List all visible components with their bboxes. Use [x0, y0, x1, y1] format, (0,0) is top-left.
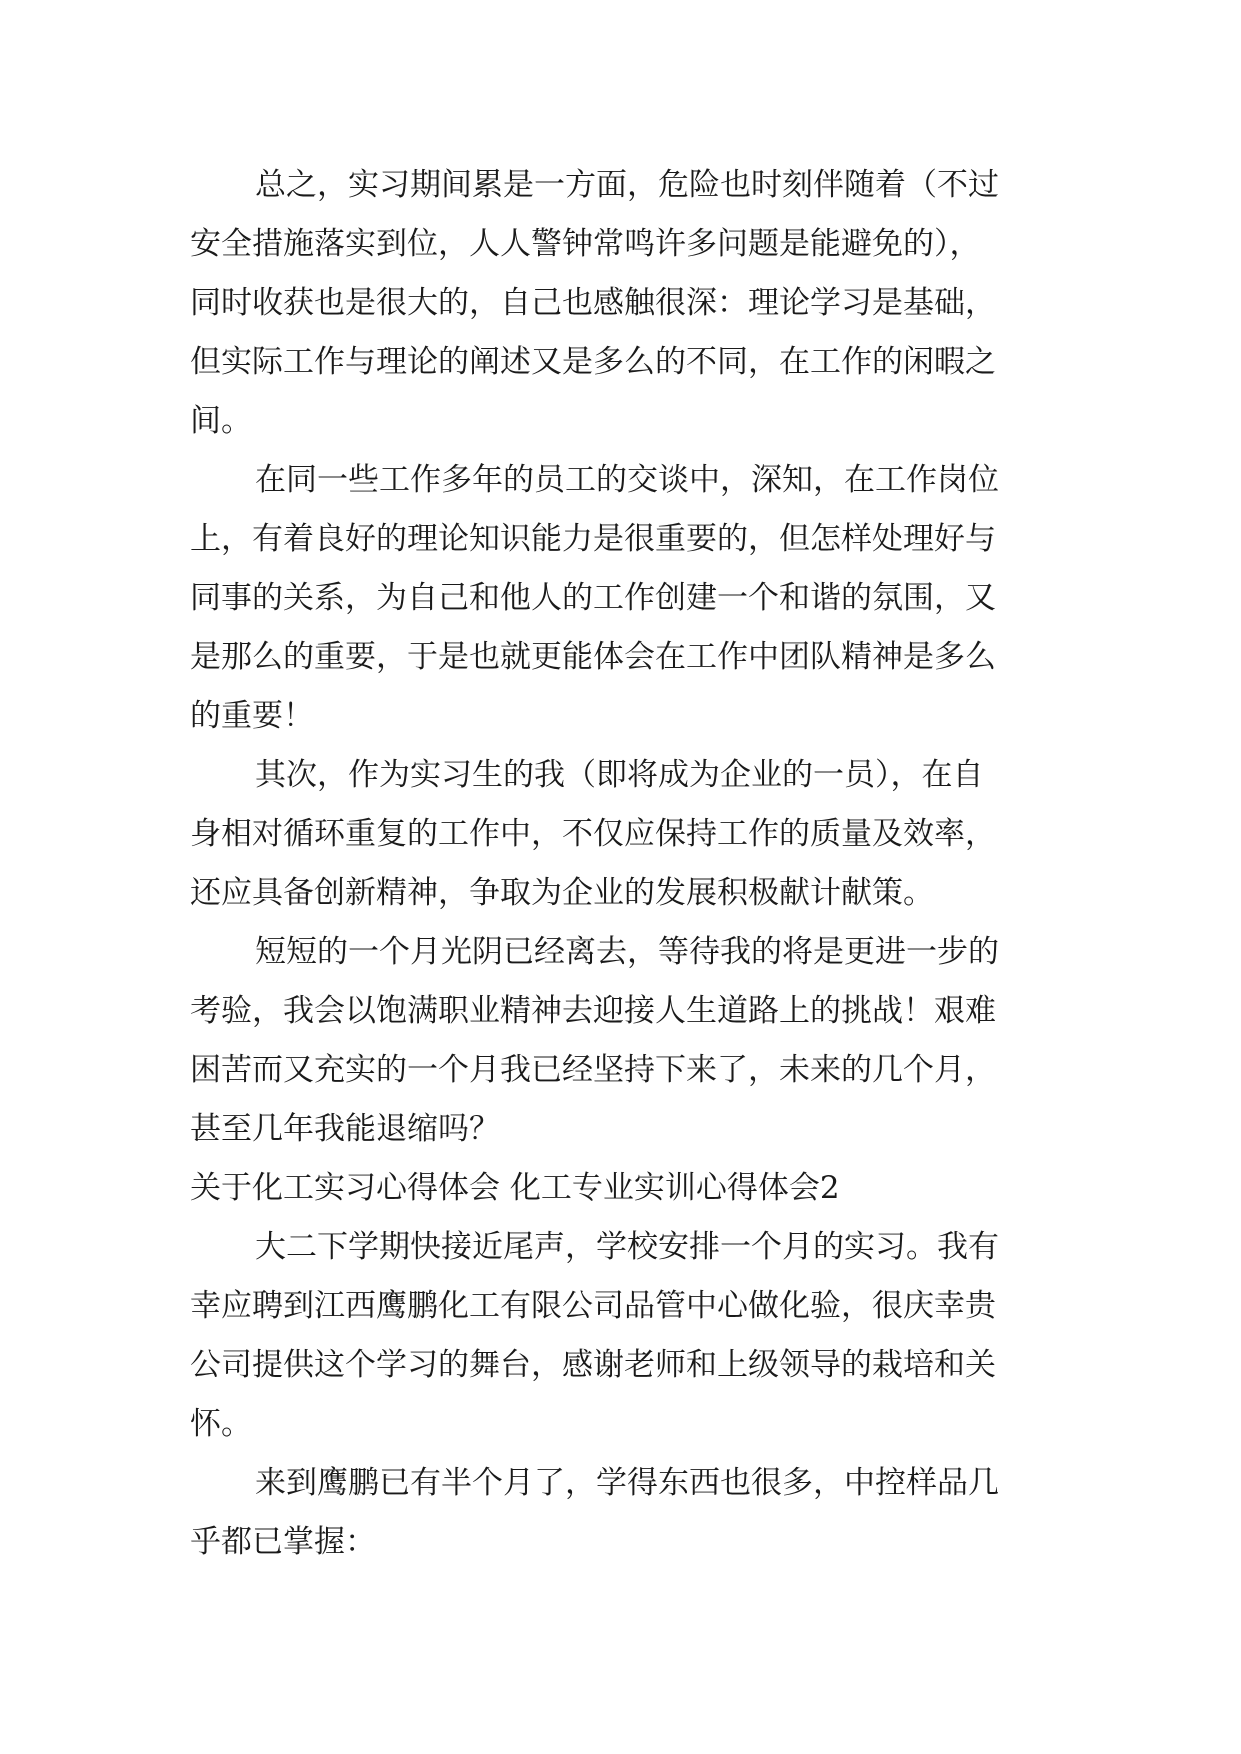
text-line: 安全措施落实到位，人人警钟常鸣许多问题是能避免的），	[190, 226, 981, 262]
text-line: 其次，作为实习生的我（即将成为企业的一员），在自	[255, 757, 984, 793]
text-line: 是那么的重要，于是也就更能体会在工作中团队精神是多么	[190, 639, 996, 675]
text-line: 同时收获也是很大的，自己也感触很深：理论学习是基础，	[190, 285, 996, 321]
text-line: 但实际工作与理论的阐述又是多么的不同，在工作的闲暇之	[190, 344, 996, 380]
text-line: 甚至几年我能退缩吗？	[190, 1111, 500, 1147]
text-line: 同事的关系，为自己和他人的工作创建一个和谐的氛围，又	[190, 580, 996, 616]
text-line: 幸应聘到江西鹰鹏化工有限公司品管中心做化验，很庆幸贵	[190, 1288, 996, 1324]
text-line: 在同一些工作多年的员工的交谈中，深知，在工作岗位	[255, 462, 999, 498]
text-line: 来到鹰鹏已有半个月了，学得东西也很多，中控样品几	[255, 1465, 999, 1501]
text-line: 困苦而又充实的一个月我已经坚持下来了，未来的几个月，	[190, 1052, 996, 1088]
section-heading: 关于化工实习心得体会 化工专业实训心得体会2	[190, 1170, 840, 1206]
text-line: 公司提供这个学习的舞台，感谢老师和上级领导的栽培和关	[190, 1347, 996, 1383]
text-line: 乎都已掌握：	[190, 1524, 376, 1560]
text-line: 总之，实习期间累是一方面，危险也时刻伴随着（不过	[255, 167, 999, 203]
text-line	[0, 1571, 1241, 1631]
text-line: 考验，我会以饱满职业精神去迎接人生道路上的挑战！艰难	[190, 993, 996, 1029]
text-line: 短短的一个月光阴已经离去，等待我的将是更进一步的	[255, 934, 999, 970]
text-line: 身相对循环重复的工作中，不仅应保持工作的质量及效率，	[190, 816, 996, 852]
text-line: 怀。	[190, 1406, 252, 1442]
text-line: 大二下学期快接近尾声，学校安排一个月的实习。我有	[255, 1229, 999, 1265]
text-line: 上，有着良好的理论知识能力是很重要的，但怎样处理好与	[190, 521, 996, 557]
text-line: 的重要！	[190, 698, 314, 734]
text-line: 间。	[190, 403, 252, 439]
text-line: 还应具备创新精神，争取为企业的发展积极献计献策。	[190, 875, 934, 911]
